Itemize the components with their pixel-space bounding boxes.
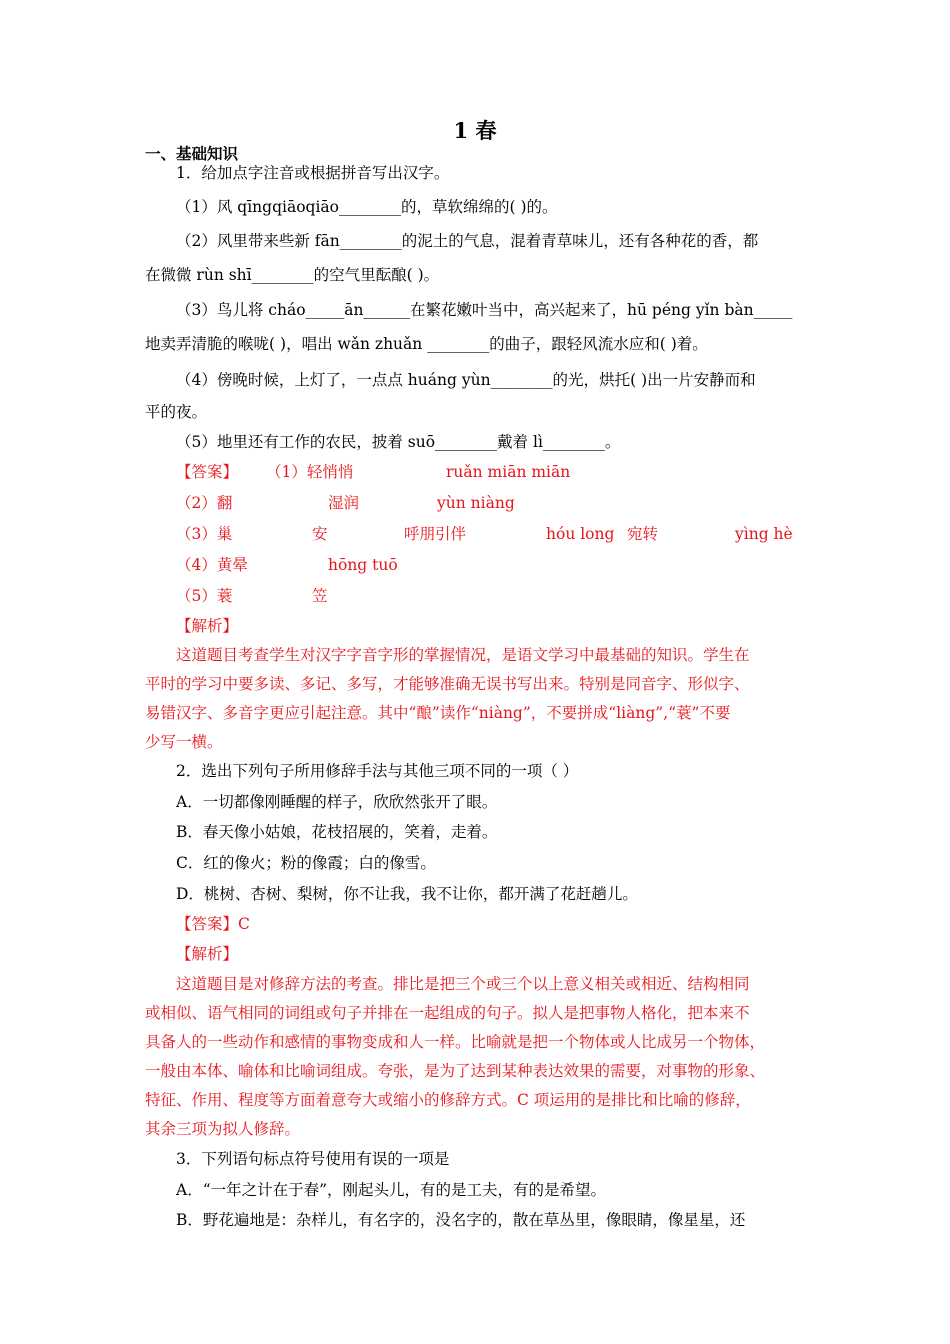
- q2-option-c: C．红的像火；粉的像霞；白的像雪。: [176, 854, 436, 872]
- q1-item-4a: （4）傍晚时候，上灯了，一点点 huáng yùn________的光，烘托( )出一片安静而和: [176, 371, 756, 389]
- q1-item-2a: （2）风里带来些新 fān________的泥土的气息，混着青草味儿，还有各种花的香，都: [176, 232, 759, 250]
- q2-analysis-line: 这道题目是对修辞方法的考查。排比是把三个或三个以上意义相关或相近、结构相同: [176, 975, 750, 993]
- q2-answer: 【答案】C: [176, 915, 250, 933]
- q2-stem: 2．选出下列句子所用修辞手法与其他三项不同的一项（ ）: [176, 762, 579, 780]
- q2-analysis-line: 或相似、语气相同的词组或句子并排在一起组成的句子。拟人是把事物人格化，把本来不: [145, 1004, 750, 1022]
- q2-analysis-line: 特征、作用、程度等方面着意夸大或缩小的修辞方式。C 项运用的是排比和比喻的修辞，: [145, 1091, 751, 1109]
- q2-option-b: B．春天像小姑娘，花枝招展的，笑着，走着。: [176, 823, 498, 841]
- q1-answer-row-2: （2）翻 湿润 yùn niàng: [176, 494, 515, 512]
- q1-item-3a: （3）鸟儿将 cháo_____ān______在繁花嫩叶当中，高兴起来了，hū péng yǐn bàn_____: [176, 301, 793, 319]
- q2-analysis-line: 一般由本体、喻体和比喻词组成。夸张，是为了达到某种表达效果的需要，对事物的形象、: [145, 1062, 766, 1080]
- q1-stem: 1．给加点字注音或根据拼音写出汉字。: [176, 164, 450, 182]
- q1-item-2b: 在微微 rùn shī________的空气里酝酿( )。: [145, 266, 440, 284]
- q3-stem: 3．下列语句标点符号使用有误的一项是: [176, 1150, 450, 1168]
- q1-item-3b: 地卖弄清脆的喉咙( )，唱出 wǎn zhuǎn ________的曲子，跟轻风流水应和( )着。: [145, 335, 708, 353]
- q1-analysis-line: 易错汉字、多音字更应引起注意。其中“酿”读作“niàng”，不要拼成“liàng”,“蓑”不要: [145, 704, 731, 722]
- page-title: 1 春: [453, 118, 497, 143]
- section-heading: 一、基础知识: [145, 144, 239, 163]
- q1-item-4b: 平的夜。: [145, 403, 208, 421]
- q1-answer-row-3: （3）巢 安 呼朋引伴 hóu long 宛转 yìng hè: [176, 525, 793, 543]
- q3-option-b: B．野花遍地是：杂样儿，有名字的，没名字的，散在草丛里，像眼睛，像星星，还: [176, 1211, 746, 1229]
- q1-answer-row-4: （4）黄晕 hōng tuō: [176, 556, 398, 574]
- q2-analysis-label: 【解析】: [176, 945, 239, 963]
- q1-analysis-label: 【解析】: [176, 617, 239, 635]
- q2-analysis-line: 具备人的一些动作和感情的事物变成和人一样。比喻就是把一个物体或人比成另一个物体，: [145, 1033, 766, 1051]
- q2-option-d: D．桃树、杏树、梨树，你不让我，我不让你，都开满了花赶趟儿。: [176, 885, 638, 903]
- q2-analysis-line: 其余三项为拟人修辞。: [145, 1120, 301, 1138]
- q3-option-a: A．“一年之计在于春”，刚起头儿，有的是工夫，有的是希望。: [176, 1181, 607, 1199]
- q1-analysis-line: 这道题目考查学生对汉字字音字形的掌握情况，是语文学习中最基础的知识。学生在: [176, 646, 750, 664]
- q2-option-a: A．一切都像刚睡醒的样子，欣欣然张开了眼。: [176, 793, 498, 811]
- q1-analysis-line: 平时的学习中要多读、多记、多写，才能够准确无误书写出来。特别是同音字、形似字、: [145, 675, 750, 693]
- q1-answer-row-1: 【答案】 （1）轻悄悄 ruǎn miān miān: [176, 463, 571, 481]
- q1-item-1: （1）风 qīngqiāoqiāo________的，草软绵绵的( )的。: [176, 198, 558, 216]
- q1-answer-row-5: （5）蓑 笠: [176, 587, 328, 605]
- q1-item-5: （5）地里还有工作的农民，披着 suō________戴着 lì________。: [176, 433, 621, 451]
- q1-analysis-line: 少写一横。: [145, 733, 223, 751]
